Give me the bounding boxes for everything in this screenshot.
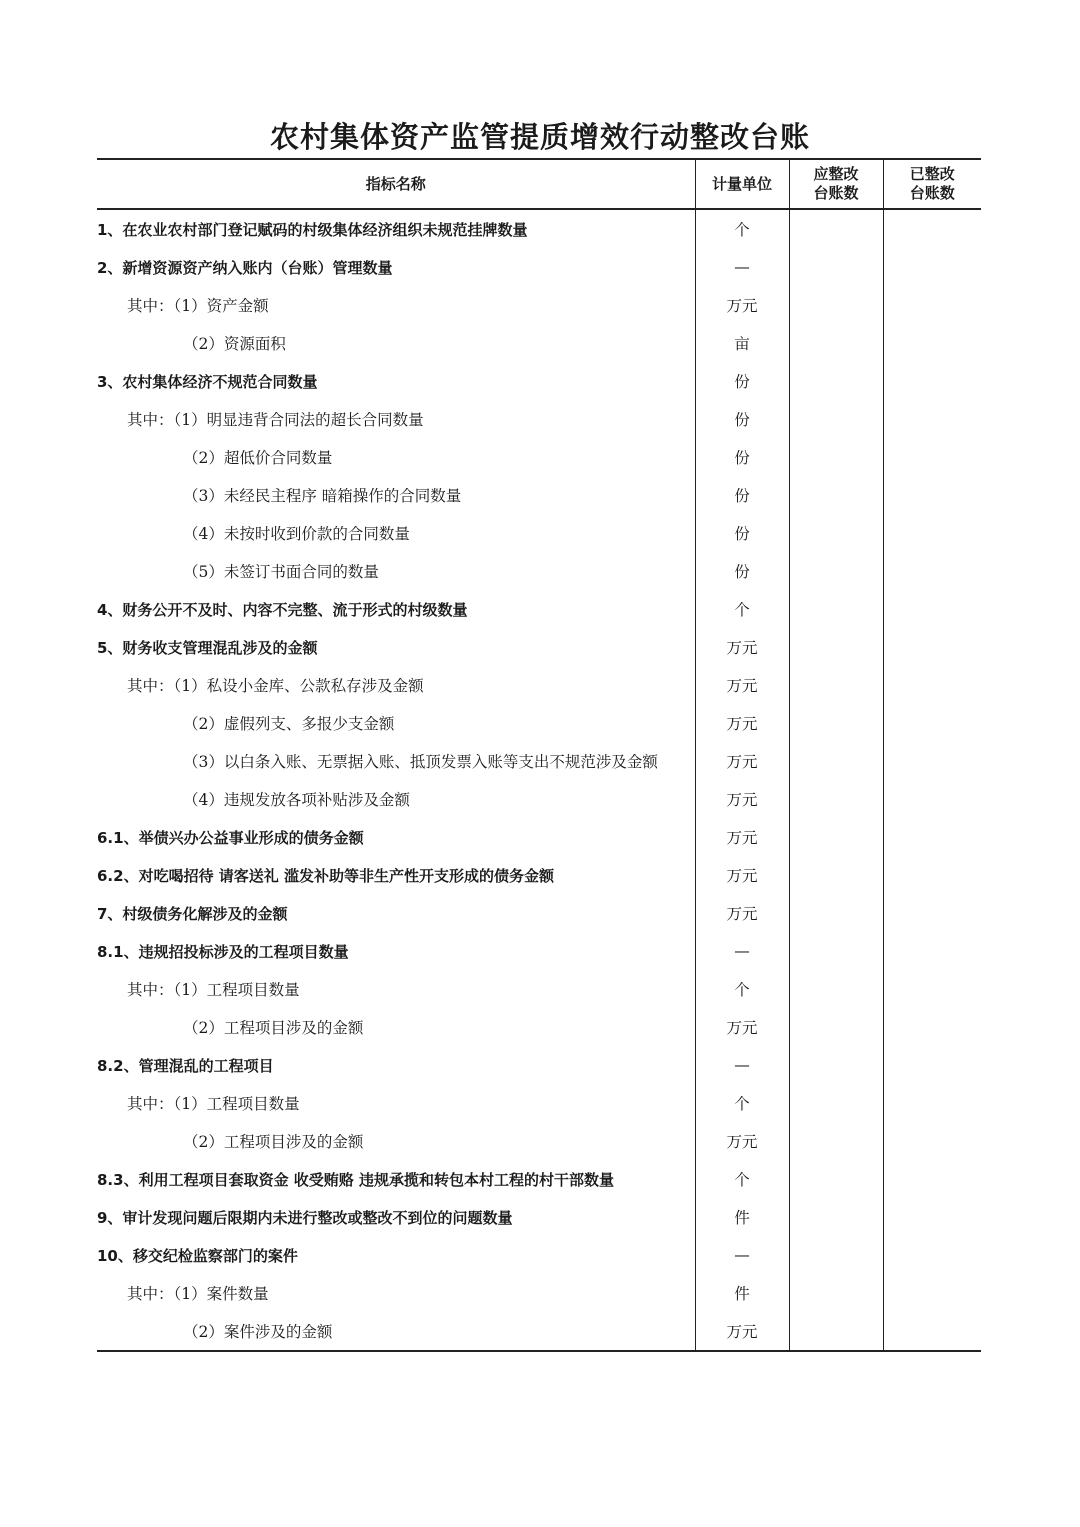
- required-count-cell: [789, 1122, 883, 1160]
- unit-cell: —: [695, 1236, 789, 1274]
- table-row: [97, 970, 981, 1008]
- unit-cell: 万元: [695, 286, 789, 324]
- table-row: [97, 438, 981, 476]
- completed-count-cell: [883, 894, 981, 932]
- completed-count-cell: [883, 438, 981, 476]
- header-row: [97, 159, 981, 209]
- completed-count-cell: [883, 590, 981, 628]
- required-count-cell: [789, 476, 883, 514]
- table-row: [97, 552, 981, 590]
- indicator-name-cell: 8.2、管理混乱的工程项目: [97, 1056, 274, 1075]
- table-row: [97, 1122, 981, 1160]
- indicator-name-cell: 其中：（1）资产金额: [127, 297, 269, 315]
- ledger-body: [97, 209, 981, 1351]
- required-count-cell: [789, 248, 883, 286]
- completed-count-cell: [883, 476, 981, 514]
- unit-cell: 万元: [695, 1008, 789, 1046]
- header-indicator-name: 指标名称: [97, 159, 695, 209]
- table-row: [97, 818, 981, 856]
- required-count-cell: [789, 590, 883, 628]
- indicator-name-cell: 6.1、举债兴办公益事业形成的债务金额: [97, 828, 364, 847]
- unit-cell: —: [695, 932, 789, 970]
- table-row: [97, 1084, 981, 1122]
- completed-count-cell: [883, 362, 981, 400]
- required-count-cell: [789, 1312, 883, 1351]
- completed-count-cell: [883, 1236, 981, 1274]
- header-required-count: [789, 159, 883, 209]
- completed-count-cell: [883, 286, 981, 324]
- indicator-name-cell: 其中：（1）工程项目数量: [127, 1095, 300, 1113]
- indicator-name-cell: （2）资源面积: [183, 335, 286, 353]
- completed-count-cell: [883, 970, 981, 1008]
- indicator-name-cell: 其中：（1）工程项目数量: [127, 981, 300, 999]
- required-count-cell: [789, 1160, 883, 1198]
- table-row: [97, 1160, 981, 1198]
- unit-cell: 万元: [695, 1312, 789, 1351]
- completed-count-cell: [883, 552, 981, 590]
- completed-count-cell: [883, 1312, 981, 1351]
- required-count-cell: [789, 1008, 883, 1046]
- required-count-cell: [789, 1084, 883, 1122]
- required-count-cell: [789, 1236, 883, 1274]
- required-count-cell: [789, 1198, 883, 1236]
- indicator-name-cell: 7、村级债务化解涉及的金额: [97, 904, 288, 923]
- required-count-cell: [789, 400, 883, 438]
- unit-cell: 万元: [695, 704, 789, 742]
- completed-count-cell: [883, 1008, 981, 1046]
- indicator-name-cell: 4、财务公开不及时、内容不完整、流于形式的村级数量: [97, 600, 468, 619]
- indicator-name-cell: 10、移交纪检监察部门的案件: [97, 1246, 298, 1265]
- page-title: 农村集体资产监管提质增效行动整改台账: [269, 120, 810, 155]
- table-row: [97, 1046, 981, 1084]
- unit-cell: 万元: [695, 628, 789, 666]
- header-completed-count: [883, 159, 981, 209]
- required-count-cell: [789, 286, 883, 324]
- table-row: [97, 666, 981, 704]
- indicator-name-cell: （3）以白条入账、无票据入账、抵顶发票入账等支出不规范涉及金额: [183, 753, 658, 771]
- required-count-cell: [789, 1046, 883, 1084]
- required-count-cell: [789, 932, 883, 970]
- required-count-cell: [789, 780, 883, 818]
- unit-cell: 件: [695, 1198, 789, 1236]
- required-count-cell: [789, 704, 883, 742]
- unit-cell: 个: [695, 209, 789, 248]
- indicator-name-cell: （2）案件涉及的金额: [97, 1312, 695, 1351]
- required-count-cell: [789, 666, 883, 704]
- indicator-name-cell: 2、新增资源资产纳入账内（台账）管理数量: [97, 258, 393, 277]
- table-row: [97, 209, 981, 248]
- unit-cell: 份: [695, 552, 789, 590]
- completed-count-cell: [883, 1122, 981, 1160]
- indicator-name-cell: 8.1、违规招投标涉及的工程项目数量: [97, 942, 349, 961]
- required-count-cell: [789, 514, 883, 552]
- completed-count-cell: [883, 704, 981, 742]
- header-completed-line2: 台账数: [909, 184, 955, 202]
- indicator-name-cell: （2）超低价合同数量: [183, 449, 333, 467]
- completed-count-cell: [883, 1160, 981, 1198]
- unit-cell: 个: [695, 1160, 789, 1198]
- indicator-name-cell: 1、在农业农村部门登记赋码的村级集体经济组织未规范挂牌数量: [97, 220, 528, 239]
- table-row: [97, 780, 981, 818]
- table-row: [97, 476, 981, 514]
- header-required-line1: 应整改: [813, 165, 859, 183]
- required-count-cell: [789, 818, 883, 856]
- header-completed-line1: 已整改: [909, 165, 955, 183]
- completed-count-cell: [883, 324, 981, 362]
- table-row: [97, 894, 981, 932]
- table-row: [97, 400, 981, 438]
- completed-count-cell: [883, 742, 981, 780]
- required-count-cell: [789, 970, 883, 1008]
- required-count-cell: [789, 552, 883, 590]
- unit-cell: 个: [695, 1084, 789, 1122]
- header-unit: 计量单位: [695, 159, 789, 209]
- completed-count-cell: [883, 1046, 981, 1084]
- indicator-name-cell: 其中：（1）明显违背合同法的超长合同数量: [127, 411, 424, 429]
- completed-count-cell: [883, 400, 981, 438]
- unit-cell: 个: [695, 590, 789, 628]
- table-row: [97, 1236, 981, 1274]
- required-count-cell: [789, 438, 883, 476]
- completed-count-cell: [883, 514, 981, 552]
- indicator-name-cell: 9、审计发现问题后限期内未进行整改或整改不到位的问题数量: [97, 1208, 513, 1227]
- unit-cell: 份: [695, 514, 789, 552]
- table-row: [97, 1008, 981, 1046]
- required-count-cell: [789, 1274, 883, 1312]
- table-row: [97, 590, 981, 628]
- indicator-name-cell: 其中：（1）私设小金库、公款私存涉及金额: [127, 677, 424, 695]
- table-row: [97, 324, 981, 362]
- unit-cell: 万元: [695, 742, 789, 780]
- table-row: [97, 742, 981, 780]
- completed-count-cell: [883, 1198, 981, 1236]
- indicator-name-cell: 其中：（1）案件数量: [127, 1285, 269, 1303]
- completed-count-cell: [883, 1084, 981, 1122]
- completed-count-cell: [883, 209, 981, 248]
- required-count-cell: [789, 742, 883, 780]
- indicator-name-cell: 8.3、利用工程项目套取资金 收受贿赂 违规承揽和转包本村工程的村干部数量: [97, 1170, 615, 1189]
- table-row: [97, 1198, 981, 1236]
- unit-cell: 件: [695, 1274, 789, 1312]
- indicator-name-cell: （2）工程项目涉及的金额: [183, 1133, 364, 1151]
- indicator-name-cell: （2）工程项目涉及的金额: [183, 1019, 364, 1037]
- unit-cell: 万元: [695, 818, 789, 856]
- indicator-name-cell: （4）违规发放各项补贴涉及金额: [183, 791, 410, 809]
- required-count-cell: [789, 209, 883, 248]
- completed-count-cell: [883, 780, 981, 818]
- unit-cell: 万元: [695, 1122, 789, 1160]
- rectification-ledger-table: [97, 158, 981, 1352]
- required-count-cell: [789, 628, 883, 666]
- completed-count-cell: [883, 818, 981, 856]
- unit-cell: 份: [695, 476, 789, 514]
- required-count-cell: [789, 324, 883, 362]
- unit-cell: 万元: [695, 894, 789, 932]
- indicator-name-cell: （2）虚假列支、多报少支金额: [183, 715, 395, 733]
- indicator-name-cell: （4）未按时收到价款的合同数量: [183, 525, 410, 543]
- completed-count-cell: [883, 1274, 981, 1312]
- completed-count-cell: [883, 666, 981, 704]
- unit-cell: 万元: [695, 856, 789, 894]
- indicator-name-cell: （3）未经民主程序 暗箱操作的合同数量: [183, 487, 462, 505]
- unit-cell: 份: [695, 362, 789, 400]
- required-count-cell: [789, 362, 883, 400]
- table-row: [97, 1274, 981, 1312]
- indicator-name-cell: 6.2、对吃喝招待 请客送礼 滥发补助等非生产性开支形成的债务金额: [97, 866, 555, 885]
- required-count-cell: [789, 856, 883, 894]
- completed-count-cell: [883, 248, 981, 286]
- unit-cell: 亩: [695, 324, 789, 362]
- header-required-line2: 台账数: [813, 184, 859, 202]
- indicator-name-cell: 5、财务收支管理混乱涉及的金额: [97, 638, 318, 657]
- completed-count-cell: [883, 932, 981, 970]
- table-row: [97, 248, 981, 286]
- indicator-name-cell: （5）未签订书面合同的数量: [183, 563, 379, 581]
- table-row: [97, 362, 981, 400]
- table-row: [97, 286, 981, 324]
- unit-cell: 万元: [695, 666, 789, 704]
- unit-cell: —: [695, 1046, 789, 1084]
- unit-cell: —: [695, 248, 789, 286]
- completed-count-cell: [883, 628, 981, 666]
- completed-count-cell: [883, 856, 981, 894]
- indicator-name-cell: 3、农村集体经济不规范合同数量: [97, 372, 318, 391]
- table-row: [97, 514, 981, 552]
- table-row: [97, 932, 981, 970]
- unit-cell: 份: [695, 438, 789, 476]
- unit-cell: 个: [695, 970, 789, 1008]
- table-row: [97, 628, 981, 666]
- table-row: [97, 1312, 981, 1351]
- required-count-cell: [789, 894, 883, 932]
- unit-cell: 份: [695, 400, 789, 438]
- unit-cell: 万元: [695, 780, 789, 818]
- table-row: [97, 704, 981, 742]
- table-row: [97, 856, 981, 894]
